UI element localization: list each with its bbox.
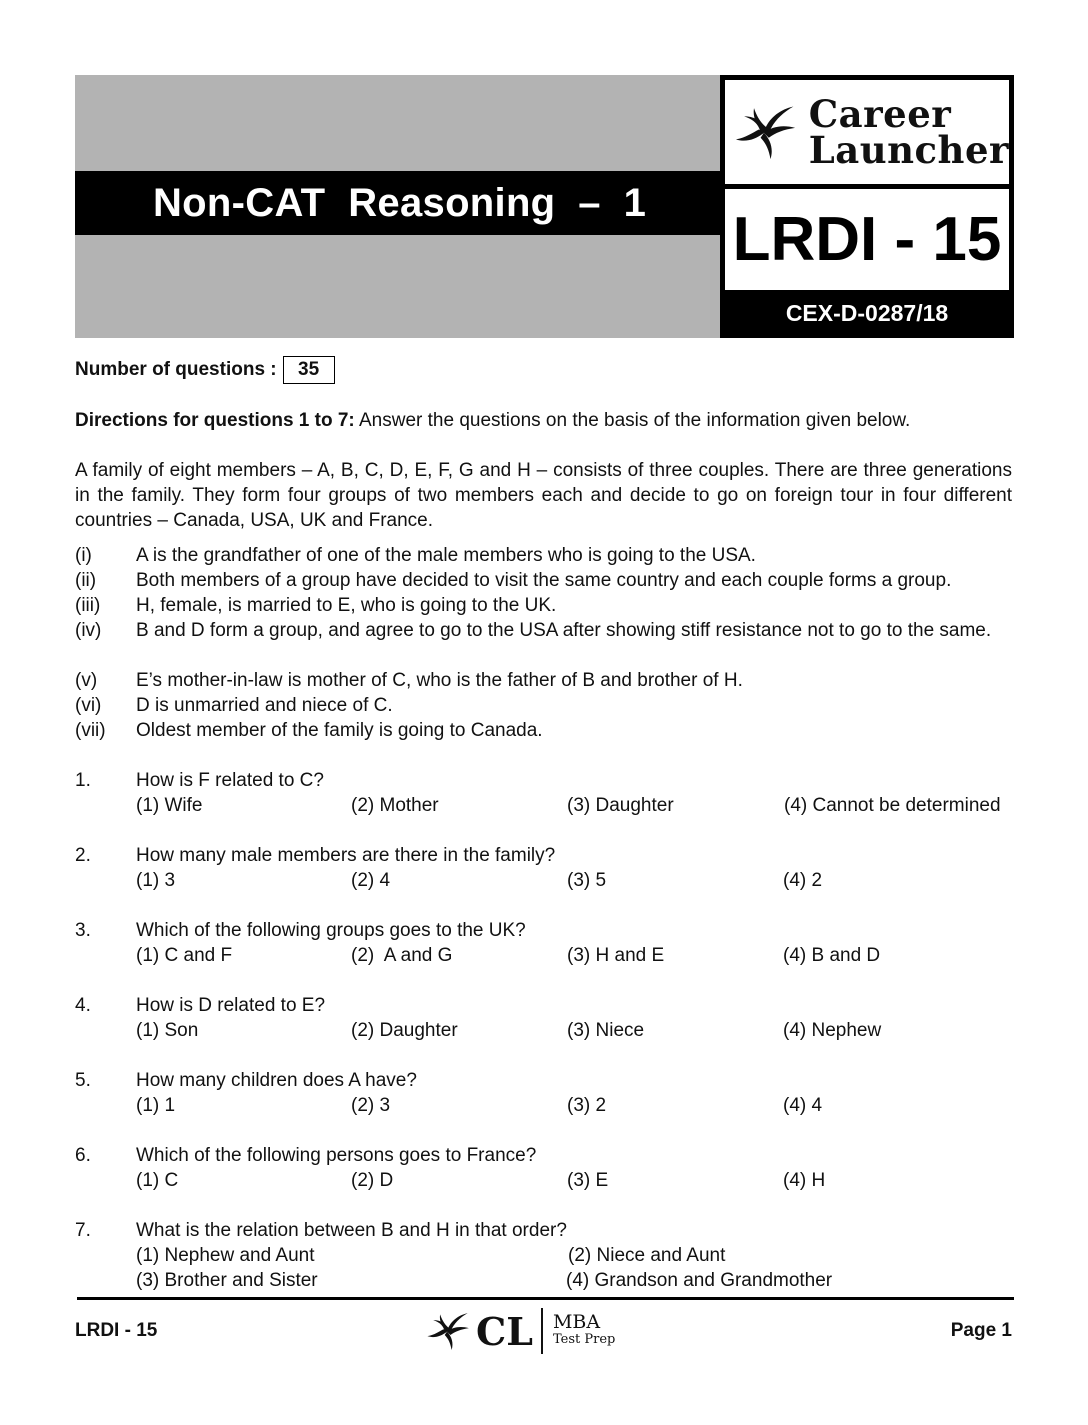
page-number: Page 1 <box>950 1320 1012 1341</box>
brand-line-1: Career <box>808 92 952 136</box>
swirl-logo-icon <box>424 1308 470 1354</box>
answer-option: (2) 3 <box>351 1095 391 1116</box>
footer-logo-text: CL <box>476 1308 533 1354</box>
footer-test-code: LRDI - 15 <box>75 1320 158 1341</box>
statement-text: D is unmarried and niece of C. <box>136 695 393 716</box>
answer-option: (4) B and D <box>783 945 881 966</box>
answer-option: (4) Cannot be determined <box>784 795 1001 816</box>
answer-option: (3) 5 <box>567 870 607 891</box>
answer-option: (2) D <box>351 1170 394 1191</box>
answer-option: (4) Grandson and Grandmother <box>566 1270 833 1291</box>
answer-option: (4) H <box>783 1170 826 1191</box>
question-number: 6. <box>75 1145 91 1166</box>
career-launcher-logo <box>725 80 1009 184</box>
answer-option: (3) Brother and Sister <box>136 1270 318 1291</box>
footer-logo-divider <box>541 1308 543 1354</box>
question-text: What is the relation between B and H in that order? <box>136 1220 567 1241</box>
answer-option: (3) 2 <box>567 1095 607 1116</box>
question-number: 4. <box>75 995 91 1016</box>
page-title: Non-CAT Reasoning – 1 <box>153 180 647 225</box>
footer-logo-tagline <box>552 1311 616 1348</box>
passage: A family of eight members – A, B, C, D, E, F, G and H – consists of three couples. There are three generations in the family. They form four groups of two members each and decide to go on foreign tour in four different countries – Canada, USA, UK and France. <box>75 460 1012 531</box>
question-number: 5. <box>75 1070 91 1091</box>
answer-option: (4) Nephew <box>783 1020 882 1041</box>
test-code-cell <box>725 189 1009 290</box>
question-number: 2. <box>75 845 91 866</box>
answer-option: (3) H and E <box>567 945 665 966</box>
statement-text: B and D form a group, and agree to go to the USA after showing stiff resistance not to go to the same. <box>136 620 992 641</box>
answer-option: (3) E <box>567 1170 609 1191</box>
question-text: How is F related to C? <box>136 770 324 791</box>
statement-text: E’s mother-in-law is mother of C, who is the father of B and brother of H. <box>136 670 743 691</box>
answer-option: (1) C <box>136 1170 179 1191</box>
answer-option: (4) 4 <box>783 1095 823 1116</box>
brand-line-2: Launcher <box>808 128 1009 172</box>
directions-label: Directions for questions 1 to 7: <box>75 410 355 431</box>
footer-logo-line-2: Test Prep <box>552 1332 616 1347</box>
answer-option: (3) Daughter <box>567 795 674 816</box>
statement-number: (vii) <box>75 720 106 741</box>
number-of-questions-value: 35 <box>283 356 335 384</box>
paper-code: CEX-D-0287/18 <box>785 299 949 326</box>
statement-number: (v) <box>75 670 98 691</box>
answer-option: (1) Wife <box>136 795 203 816</box>
answer-option: (3) Niece <box>567 1020 645 1041</box>
question-text: Which of the following persons goes to France? <box>136 1145 537 1166</box>
statement-number: (i) <box>75 545 92 566</box>
answer-option: (1) 1 <box>136 1095 176 1116</box>
answer-option: (1) Son <box>136 1020 199 1041</box>
statement-number: (vi) <box>75 695 102 716</box>
answer-option: (2) Mother <box>351 795 439 816</box>
statement-text: Both members of a group have decided to visit the same country and each couple forms a group. <box>136 570 952 591</box>
answer-option: (2) Niece and Aunt <box>568 1245 726 1266</box>
answer-option: (1) Nephew and Aunt <box>136 1245 315 1266</box>
answer-option: (1) 3 <box>136 870 176 891</box>
test-code: LRDI - 15 <box>732 205 1002 274</box>
question-text: How is D related to E? <box>136 995 326 1016</box>
footer-logo-line-1: MBA <box>552 1311 601 1333</box>
page-title-bar <box>75 171 720 235</box>
answer-option: (2) Daughter <box>351 1020 458 1041</box>
answer-option: (4) 2 <box>783 870 823 891</box>
footer-divider <box>77 1297 1014 1300</box>
statement-number: (iv) <box>75 620 102 641</box>
statement-text: Oldest member of the family is going to Canada. <box>136 720 543 741</box>
question-number: 3. <box>75 920 91 941</box>
answer-option: (2) 4 <box>351 870 391 891</box>
directions-text: Answer the questions on the basis of the information given below. <box>354 410 911 431</box>
answer-option: (2) A and G <box>351 945 453 966</box>
number-of-questions-label: Number of questions : <box>75 359 277 380</box>
question-text: How many children does A have? <box>136 1070 417 1091</box>
number-of-questions <box>75 356 335 384</box>
question-number: 1. <box>75 770 91 791</box>
directions <box>75 408 1012 433</box>
statement-text: H, female, is married to E, who is going to the UK. <box>136 595 557 616</box>
statement-number: (iii) <box>75 595 101 616</box>
footer-logo <box>424 1305 615 1357</box>
question-text: Which of the following groups goes to the UK? <box>136 920 526 941</box>
swirl-logo-icon <box>731 93 797 171</box>
question-number: 7. <box>75 1220 91 1241</box>
answer-option: (1) C and F <box>136 945 233 966</box>
statement-text: A is the grandfather of one of the male members who is going to the USA. <box>136 545 756 566</box>
question-text: How many male members are there in the family? <box>136 845 556 866</box>
statement-number: (ii) <box>75 570 97 591</box>
